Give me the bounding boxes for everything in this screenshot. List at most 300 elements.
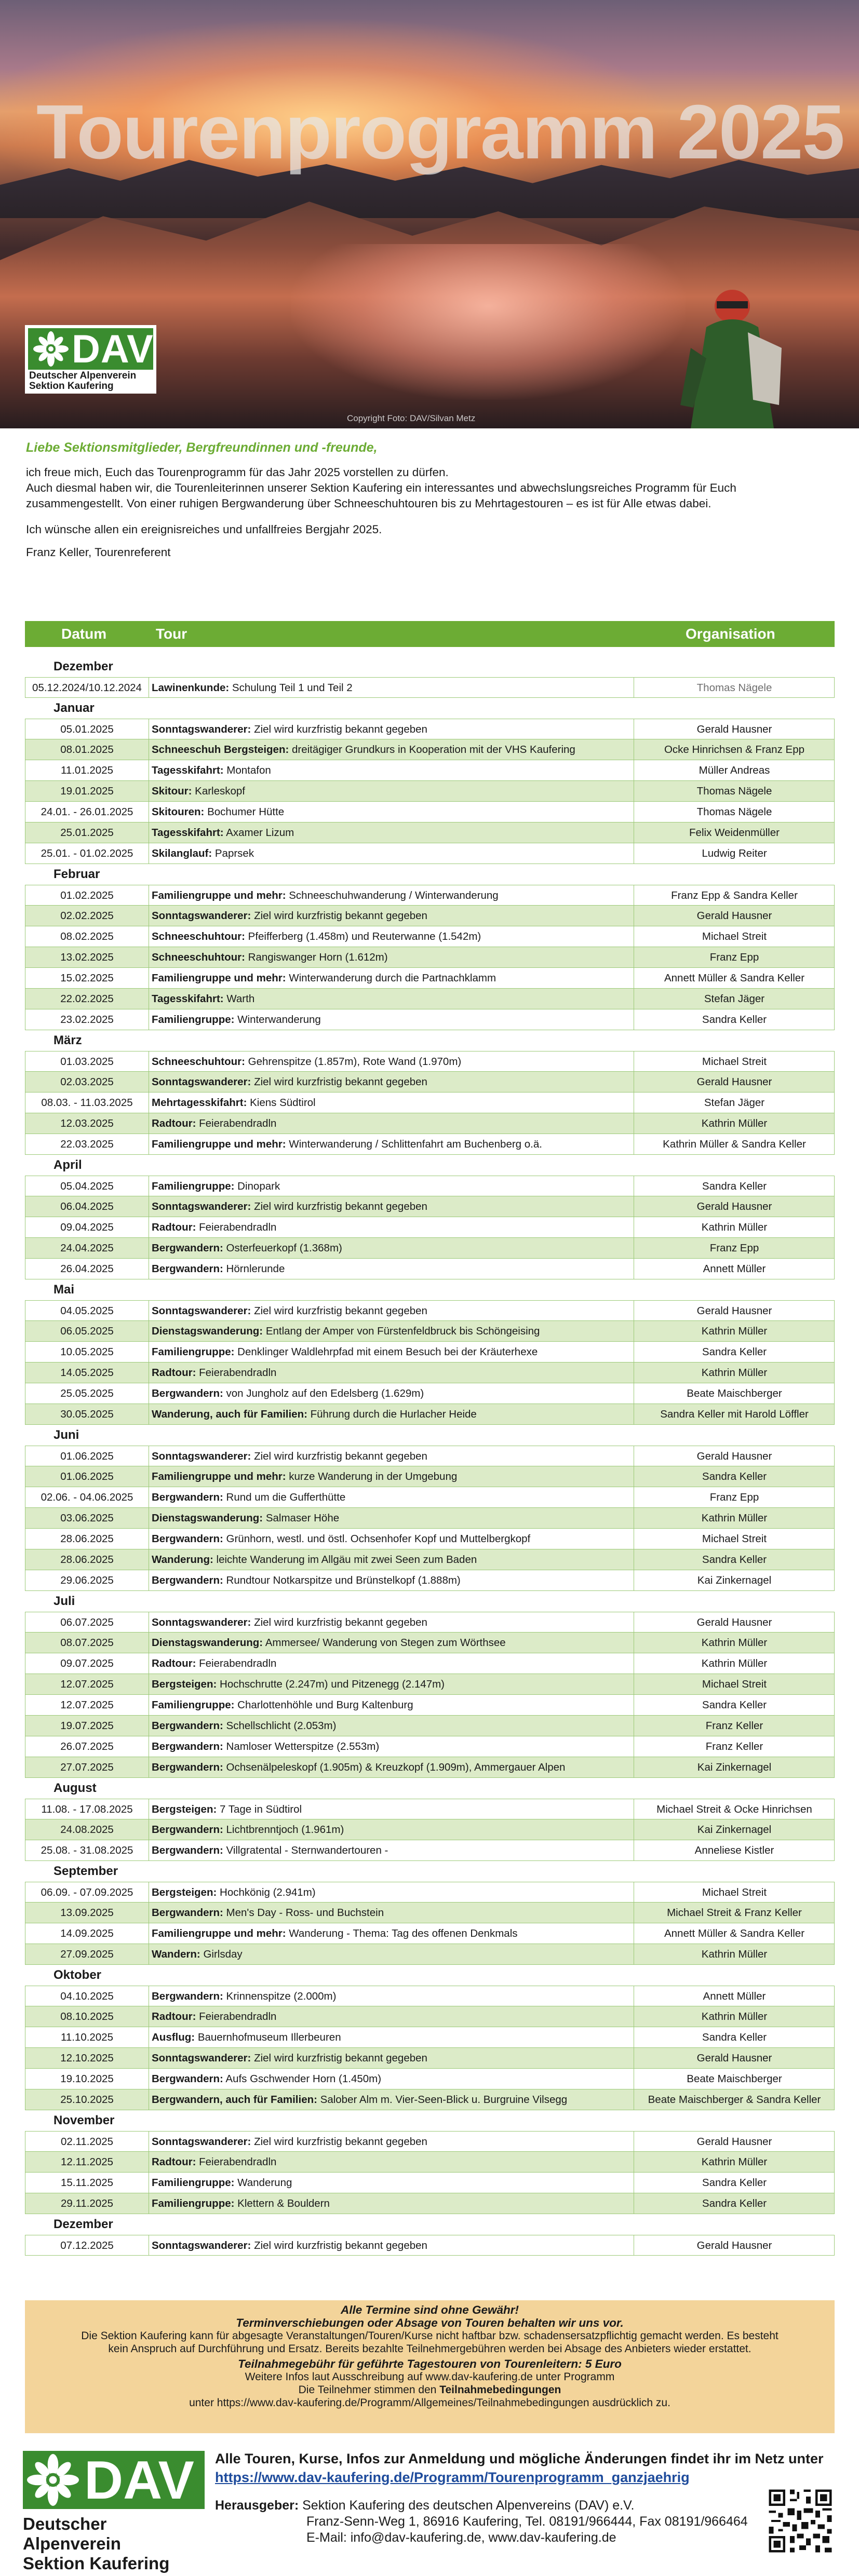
row-organisation: Gerald Hausner bbox=[634, 2235, 835, 2256]
row-organisation: Sandra Keller bbox=[634, 1466, 835, 1487]
terms-link[interactable]: Teilnahmebedingungen bbox=[439, 2384, 561, 2396]
tour-description: Winterwanderung / Schlittenfahrt am Buchenberg o.ä. bbox=[286, 1138, 542, 1150]
terms-note-text: Die Teilnehmer stimmen den bbox=[298, 2384, 440, 2396]
tour-description: Rund um die Gufferthütte bbox=[223, 1491, 346, 1503]
table-row bbox=[25, 885, 835, 906]
tour-description: von Jungholz auf den Edelsberg (1.629m) bbox=[223, 1387, 424, 1399]
row-organisation: Kathrin Müller bbox=[634, 1217, 835, 1237]
tour-category: Radtour: bbox=[152, 2011, 196, 2022]
row-tour bbox=[152, 1757, 647, 1777]
table-row bbox=[25, 2006, 835, 2027]
row-tour bbox=[152, 1134, 647, 1154]
row-date: 02.03.2025 bbox=[25, 1072, 149, 1092]
intro-signature: Franz Keller, Tourenreferent bbox=[26, 546, 171, 559]
row-organisation: Annett Müller bbox=[634, 1986, 835, 2006]
tour-description: Winterwanderung durch die Partnachklamm bbox=[286, 972, 496, 984]
publisher-contact: E-Mail: info@dav-kaufering.de, www.dav-kaufering.de bbox=[306, 2530, 616, 2545]
row-tour bbox=[152, 1259, 647, 1279]
row-tour bbox=[152, 1736, 647, 1757]
table-row bbox=[25, 1903, 835, 1923]
tour-description: Girlsday bbox=[200, 1948, 243, 1960]
tour-category: Wanderung: bbox=[152, 1554, 213, 1566]
row-tour bbox=[152, 1196, 647, 1217]
row-tour bbox=[152, 1321, 647, 1341]
row-organisation: Gerald Hausner bbox=[634, 1196, 835, 1217]
row-organisation: Annett Müller & Sandra Keller bbox=[634, 968, 835, 988]
row-tour bbox=[152, 926, 647, 947]
dav-logo-sub-line2: Sektion Kaufering bbox=[23, 2554, 170, 2573]
tour-description: Ziel wird kurzfristig bekannt gegeben bbox=[251, 2240, 427, 2251]
row-organisation: Gerald Hausner bbox=[634, 1612, 835, 1633]
tour-category: Bergwandern: bbox=[152, 1720, 223, 1732]
tour-category: Bergwandern: bbox=[152, 1533, 223, 1545]
row-date: 04.10.2025 bbox=[25, 1986, 149, 2006]
row-date: 22.03.2025 bbox=[25, 1134, 149, 1154]
row-date: 12.07.2025 bbox=[25, 1695, 149, 1715]
terms-note bbox=[25, 2383, 835, 2396]
greeting: Liebe Sektionsmitglieder, Bergfreundinnen und -freunde, bbox=[26, 440, 378, 455]
column-header-organisation: Organisation bbox=[686, 626, 775, 642]
table-row bbox=[25, 1072, 835, 1093]
row-organisation: Franz Epp bbox=[634, 947, 835, 967]
row-organisation: Michael Streit bbox=[634, 1529, 835, 1549]
row-tour bbox=[152, 739, 647, 760]
row-tour bbox=[152, 1986, 647, 2006]
row-date: 04.05.2025 bbox=[25, 1301, 149, 1321]
row-organisation: Sandra Keller bbox=[634, 2173, 835, 2193]
row-date: 08.01.2025 bbox=[25, 739, 149, 760]
tour-category: Bergwandern: bbox=[152, 1990, 223, 2002]
row-date: 01.06.2025 bbox=[25, 1446, 149, 1466]
row-date: 06.07.2025 bbox=[25, 1612, 149, 1633]
info-note: Weitere Infos laut Ausschreibung auf www.dav-kaufering.de unter Programm bbox=[245, 2371, 615, 2383]
row-tour bbox=[152, 1446, 647, 1466]
program-link[interactable]: https://www.dav-kaufering.de/Programm/Tourenprogramm_ganzjaehrig bbox=[215, 2470, 690, 2485]
table-row bbox=[25, 1923, 835, 1944]
row-organisation: Sandra Keller bbox=[634, 1695, 835, 1715]
row-tour bbox=[152, 1944, 647, 1964]
fee-note: Teilnahmegebühr für geführte Tagestouren von Tourenleitern: 5 Euro bbox=[238, 2357, 622, 2370]
tour-category: Familiengruppe: bbox=[152, 1014, 235, 1026]
tour-description: Lichtbrenntjoch (1.961m) bbox=[223, 1824, 344, 1836]
tour-category: Sonntagswanderer: bbox=[152, 910, 251, 922]
row-organisation: Kathrin Müller bbox=[634, 2006, 835, 2027]
row-organisation: Franz Epp bbox=[634, 1487, 835, 1507]
row-organisation: Stefan Jäger bbox=[634, 1093, 835, 1113]
table-row bbox=[25, 1487, 835, 1508]
table-row bbox=[25, 1736, 835, 1757]
row-date: 30.05.2025 bbox=[25, 1404, 149, 1424]
tour-category: Familiengruppe und mehr: bbox=[152, 972, 286, 984]
tour-description: Kiens Südtirol bbox=[247, 1097, 316, 1109]
row-organisation: Kathrin Müller & Sandra Keller bbox=[634, 1134, 835, 1154]
disclaimer-box bbox=[25, 2300, 835, 2433]
row-date: 25.01.2025 bbox=[25, 822, 149, 843]
hero-image bbox=[0, 0, 859, 428]
row-organisation: Kathrin Müller bbox=[634, 1113, 835, 1134]
table-row bbox=[25, 739, 835, 760]
table-row bbox=[25, 2048, 835, 2069]
edelweiss-icon bbox=[27, 2454, 79, 2506]
row-tour bbox=[152, 1882, 647, 1903]
row-tour bbox=[152, 2006, 647, 2027]
tour-description: Führung durch die Hurlacher Heide bbox=[307, 1408, 477, 1420]
row-organisation: Kathrin Müller bbox=[634, 1508, 835, 1528]
tour-category: Bergsteigen: bbox=[152, 1678, 217, 1690]
row-tour bbox=[152, 781, 647, 801]
row-organisation: Michael Streit bbox=[634, 1674, 835, 1694]
row-tour bbox=[152, 1342, 647, 1362]
row-organisation: Kathrin Müller bbox=[634, 1321, 835, 1341]
table-row bbox=[25, 1549, 835, 1570]
table-row bbox=[25, 1383, 835, 1404]
tour-description: Ziel wird kurzfristig bekannt gegeben bbox=[251, 1076, 427, 1088]
table-row bbox=[25, 1342, 835, 1363]
table-row bbox=[25, 1300, 835, 1321]
tour-description: Feierabendradln bbox=[196, 1221, 277, 1233]
table-row bbox=[25, 1259, 835, 1279]
row-tour bbox=[152, 2048, 647, 2068]
publisher-info bbox=[215, 2498, 748, 2546]
row-date: 01.06.2025 bbox=[25, 1466, 149, 1487]
row-date: 13.09.2025 bbox=[25, 1903, 149, 1923]
tour-category: Bergwandern: bbox=[152, 1387, 223, 1399]
row-organisation: Kathrin Müller bbox=[634, 1944, 835, 1964]
table-row bbox=[25, 2027, 835, 2048]
row-tour bbox=[152, 1923, 647, 1944]
row-date: 25.05.2025 bbox=[25, 1383, 149, 1404]
tour-description: Bochumer Hütte bbox=[204, 806, 285, 818]
table-row bbox=[25, 1093, 835, 1113]
row-date: 05.01.2025 bbox=[25, 719, 149, 739]
row-tour bbox=[152, 1238, 647, 1258]
row-tour bbox=[152, 2173, 647, 2193]
tour-category: Radtour: bbox=[152, 1657, 196, 1669]
tour-description: Osterfeuerkopf (1.368m) bbox=[223, 1242, 342, 1254]
row-tour bbox=[152, 1695, 647, 1715]
month-heading: November bbox=[53, 2113, 115, 2127]
month-heading: Juni bbox=[53, 1428, 79, 1442]
row-tour bbox=[152, 2027, 647, 2047]
tour-category: Bergwandern, auch für Familien: bbox=[152, 2094, 317, 2106]
table-row bbox=[25, 1446, 835, 1466]
tour-description: Denklinger Waldlehrpfad mit einem Besuch bei der Kräuterhexe bbox=[234, 1346, 538, 1358]
row-tour bbox=[152, 1549, 647, 1570]
tour-description: Klettern & Bouldern bbox=[234, 2197, 330, 2209]
tour-category: Sonntagswanderer: bbox=[152, 1201, 251, 1212]
tour-category: Radtour: bbox=[152, 2156, 196, 2168]
row-date: 26.04.2025 bbox=[25, 1259, 149, 1279]
row-tour bbox=[152, 906, 647, 926]
row-tour bbox=[152, 885, 647, 906]
row-date: 01.03.2025 bbox=[25, 1051, 149, 1072]
row-date: 14.09.2025 bbox=[25, 1923, 149, 1944]
tour-category: Sonntagswanderer: bbox=[152, 1450, 251, 1462]
tour-description: Feierabendradln bbox=[196, 1367, 277, 1379]
row-tour bbox=[152, 678, 647, 698]
dav-logo bbox=[25, 325, 156, 394]
row-date: 24.04.2025 bbox=[25, 1238, 149, 1258]
tour-description: Charlottenhöhle und Burg Kaltenburg bbox=[234, 1699, 413, 1711]
table-row bbox=[25, 947, 835, 968]
tour-category: Schneeschuhtour: bbox=[152, 1056, 245, 1068]
publisher-name: Sektion Kaufering des deutschen Alpenvereins (DAV) e.V. bbox=[299, 2498, 635, 2513]
table-row bbox=[25, 1404, 835, 1425]
table-row bbox=[25, 1529, 835, 1549]
table-row bbox=[25, 760, 835, 781]
disclaimer-text: Die Sektion Kaufering kann für abgesagte Veranstaltungen/Touren/Kurse nicht haftbar bzw. schadensersatzpflichtig gemacht werden. Es besteht bbox=[81, 2330, 779, 2342]
table-row bbox=[25, 781, 835, 802]
row-date: 05.04.2025 bbox=[25, 1176, 149, 1196]
disclaimer-subtitle: Terminverschiebungen oder Absage von Touren behalten wir uns vor. bbox=[236, 2316, 624, 2329]
row-organisation: Annett Müller & Sandra Keller bbox=[634, 1923, 835, 1944]
row-date: 08.07.2025 bbox=[25, 1633, 149, 1653]
table-row bbox=[25, 802, 835, 822]
row-tour bbox=[152, 760, 647, 780]
row-date: 28.06.2025 bbox=[25, 1529, 149, 1549]
tour-category: Sonntagswanderer: bbox=[152, 1076, 251, 1088]
tour-description: Feierabendradln bbox=[196, 2156, 277, 2168]
intro-paragraph: Auch diesmal haben wir, die Tourenleiterinnen unserer Sektion Kaufering ein interessantes und abwechslungsreiches Programm für Euch zusammengestellt. Von einer ruhigen Bergwanderung über Schneeschuhtouren bis zu Mehrtagestouren – es ist für Alle etwas dabei. bbox=[26, 481, 736, 510]
row-organisation: Anneliese Kistler bbox=[634, 1840, 835, 1860]
row-organisation: Beate Maischberger bbox=[634, 2069, 835, 2089]
tour-category: Dienstagswanderung: bbox=[152, 1512, 263, 1524]
row-tour bbox=[152, 2193, 647, 2214]
tour-category: Bergwandern: bbox=[152, 1491, 223, 1503]
row-tour bbox=[152, 1674, 647, 1694]
intro-text bbox=[26, 465, 836, 568]
row-date: 13.02.2025 bbox=[25, 947, 149, 967]
row-tour bbox=[152, 1217, 647, 1237]
row-organisation: Gerald Hausner bbox=[634, 1072, 835, 1092]
tour-description: Rundtour Notkarspitze und Brünstelkopf (1.888m) bbox=[223, 1574, 461, 1586]
table-row bbox=[25, 1819, 835, 1840]
tour-description: Salmaser Höhe bbox=[263, 1512, 340, 1524]
table-row bbox=[25, 2152, 835, 2173]
row-organisation: Beate Maischberger & Sandra Keller bbox=[634, 2089, 835, 2110]
table-row bbox=[25, 1238, 835, 1259]
row-tour bbox=[152, 1301, 647, 1321]
tour-category: Sonntagswanderer: bbox=[152, 2052, 251, 2064]
tour-category: Skilanglauf: bbox=[152, 847, 212, 859]
tour-category: Familiengruppe: bbox=[152, 1346, 235, 1358]
page-title: Tourenprogramm 2025 bbox=[36, 89, 844, 175]
row-date: 27.09.2025 bbox=[25, 1944, 149, 1964]
row-date: 25.01. - 01.02.2025 bbox=[25, 843, 149, 864]
dav-logo-subtitle bbox=[23, 2514, 205, 2573]
dav-logo-footer bbox=[23, 2450, 205, 2573]
row-organisation: Kathrin Müller bbox=[634, 1363, 835, 1383]
table-row bbox=[25, 968, 835, 989]
tour-description: Paprsek bbox=[212, 847, 254, 859]
tour-description: Feierabendradln bbox=[196, 1657, 277, 1669]
tour-category: Wandern: bbox=[152, 1948, 200, 1960]
tour-category: Bergwandern: bbox=[152, 1263, 223, 1275]
row-date: 29.11.2025 bbox=[25, 2193, 149, 2214]
row-date: 24.01. - 26.01.2025 bbox=[25, 802, 149, 822]
row-organisation: Annett Müller bbox=[634, 1259, 835, 1279]
table-row bbox=[25, 1674, 835, 1695]
row-tour bbox=[152, 1840, 647, 1860]
tour-description: Hochkönig (2.941m) bbox=[217, 1886, 316, 1898]
table-row bbox=[25, 1363, 835, 1383]
row-organisation: Gerald Hausner bbox=[634, 2048, 835, 2068]
table-row bbox=[25, 1134, 835, 1155]
row-organisation: Kai Zinkernagel bbox=[634, 1757, 835, 1777]
row-organisation: Sandra Keller bbox=[634, 1549, 835, 1570]
row-organisation: Gerald Hausner bbox=[634, 719, 835, 739]
row-organisation: Ludwig Reiter bbox=[634, 843, 835, 864]
month-heading: Dezember bbox=[53, 659, 113, 673]
table-row bbox=[25, 1716, 835, 1736]
tour-description: Pfeifferberg (1.458m) und Reuterwanne (1.542m) bbox=[245, 930, 481, 942]
table-row bbox=[25, 2131, 835, 2152]
row-tour bbox=[152, 2069, 647, 2089]
tour-description: Gehrenspitze (1.857m), Rote Wand (1.970m) bbox=[245, 1056, 462, 1068]
row-organisation: Sandra Keller mit Harold Löffler bbox=[634, 1404, 835, 1424]
tour-category: Wanderung, auch für Familien: bbox=[152, 1408, 307, 1420]
row-organisation: Kathrin Müller bbox=[634, 2152, 835, 2172]
intro-paragraph: Ich wünsche allen ein ereignisreiches und unfallfreies Bergjahr 2025. bbox=[26, 523, 382, 536]
row-organisation: Gerald Hausner bbox=[634, 1301, 835, 1321]
row-organisation: Michael Streit & Franz Keller bbox=[634, 1903, 835, 1923]
table-row bbox=[25, 906, 835, 926]
row-date: 06.04.2025 bbox=[25, 1196, 149, 1217]
tour-description: Krinnenspitze (2.000m) bbox=[223, 1990, 337, 2002]
table-row bbox=[25, 2193, 835, 2214]
tour-description: Wanderung bbox=[234, 2177, 292, 2189]
row-tour bbox=[152, 1176, 647, 1196]
row-organisation: Michael Streit bbox=[634, 1882, 835, 1903]
row-organisation: Ocke Hinrichsen & Franz Epp bbox=[634, 739, 835, 760]
month-heading: Mai bbox=[53, 1283, 75, 1297]
tour-description: Ziel wird kurzfristig bekannt gegeben bbox=[251, 1616, 427, 1628]
tour-description: Warth bbox=[223, 993, 255, 1005]
table-row bbox=[25, 1570, 835, 1591]
tour-category: Bergwandern: bbox=[152, 1761, 223, 1773]
month-heading: Februar bbox=[53, 867, 100, 881]
tour-description: Ammersee/ Wanderung von Stegen zum Wörthsee bbox=[263, 1637, 506, 1649]
tour-category: Ausflug: bbox=[152, 2031, 195, 2043]
row-date: 26.07.2025 bbox=[25, 1736, 149, 1757]
dav-logo-sub-line1: Deutscher Alpenverein bbox=[23, 2514, 121, 2553]
tour-category: Schneeschuhtour: bbox=[152, 930, 245, 942]
tour-category: Sonntagswanderer: bbox=[152, 1616, 251, 1628]
row-tour bbox=[152, 1819, 647, 1840]
climber-figure bbox=[670, 270, 795, 428]
tour-description: Feierabendradln bbox=[196, 1117, 277, 1129]
tour-category: Sonntagswanderer: bbox=[152, 2240, 251, 2251]
publisher-address: Franz-Senn-Weg 1, 86916 Kaufering, Tel. 08191/966444, Fax 08191/966464 bbox=[306, 2514, 748, 2529]
tour-description: Ziel wird kurzfristig bekannt gegeben bbox=[251, 1201, 427, 1212]
table-row bbox=[25, 822, 835, 843]
disclaimer-title: Alle Termine sind ohne Gewähr! bbox=[341, 2303, 519, 2316]
tour-description: Rangiswanger Horn (1.612m) bbox=[245, 951, 388, 963]
tour-category: Familiengruppe: bbox=[152, 1699, 235, 1711]
table-row bbox=[25, 1009, 835, 1030]
row-date: 14.05.2025 bbox=[25, 1363, 149, 1383]
tour-description: 7 Tage in Südtirol bbox=[217, 1803, 302, 1815]
row-tour bbox=[152, 989, 647, 1009]
glacier-glow bbox=[291, 244, 686, 400]
row-date: 09.04.2025 bbox=[25, 1217, 149, 1237]
photo-credit: Copyright Foto: DAV/Silvan Metz bbox=[347, 413, 476, 423]
tour-category: Familiengruppe und mehr: bbox=[152, 1138, 286, 1150]
row-date: 29.06.2025 bbox=[25, 1570, 149, 1590]
tour-description: Schneeschuhwanderung / Winterwanderung bbox=[286, 889, 499, 901]
row-organisation: Sandra Keller bbox=[634, 1009, 835, 1030]
row-tour bbox=[152, 1487, 647, 1507]
table-row bbox=[25, 1653, 835, 1674]
table-row bbox=[25, 1799, 835, 1819]
tour-description: Feierabendradln bbox=[196, 2011, 277, 2022]
tour-description: Hochschrutte (2.247m) und Pitzenegg (2.147m) bbox=[217, 1678, 445, 1690]
tour-description: Bauernhofmuseum Illerbeuren bbox=[195, 2031, 341, 2043]
row-tour bbox=[152, 1093, 647, 1113]
row-tour bbox=[152, 1716, 647, 1736]
row-tour bbox=[152, 1653, 647, 1674]
dav-logo-mark bbox=[23, 2451, 205, 2509]
tour-description: Ziel wird kurzfristig bekannt gegeben bbox=[251, 723, 427, 735]
table-row bbox=[25, 1176, 835, 1196]
table-row bbox=[25, 1466, 835, 1487]
row-tour bbox=[152, 1072, 647, 1092]
tour-category: Familiengruppe und mehr: bbox=[152, 1471, 286, 1482]
table-row bbox=[25, 989, 835, 1009]
tour-category: Tagesskifahrt: bbox=[152, 827, 224, 839]
row-tour bbox=[152, 1113, 647, 1134]
tour-description: Aufs Gschwender Horn (1.450m) bbox=[223, 2073, 382, 2085]
tour-description: Winterwanderung bbox=[234, 1014, 321, 1026]
row-tour bbox=[152, 1363, 647, 1383]
row-date: 15.02.2025 bbox=[25, 968, 149, 988]
qr-code-icon[interactable] bbox=[767, 2487, 834, 2555]
table-row bbox=[25, 1633, 835, 1653]
dav-logo-mark bbox=[28, 328, 153, 370]
row-tour bbox=[152, 2235, 647, 2256]
tour-description: Ochsenälpeleskopf (1.905m) & Kreuzkopf (1.909m), Ammergauer Alpen bbox=[223, 1761, 566, 1773]
tour-description: Ziel wird kurzfristig bekannt gegeben bbox=[251, 2052, 427, 2064]
dav-logo-sub-line1: Deutscher Alpenverein bbox=[29, 370, 137, 381]
row-organisation: Thomas Nägele bbox=[634, 781, 835, 801]
tour-category: Schneeschuhtour: bbox=[152, 951, 245, 963]
row-tour bbox=[152, 1404, 647, 1424]
row-date: 02.06. - 04.06.2025 bbox=[25, 1487, 149, 1507]
row-organisation: Kathrin Müller bbox=[634, 1653, 835, 1674]
row-date: 25.08. - 31.08.2025 bbox=[25, 1840, 149, 1860]
table-row bbox=[25, 1196, 835, 1217]
tour-category: Schneeschuh Bergsteigen: bbox=[152, 744, 289, 756]
row-date: 11.01.2025 bbox=[25, 760, 149, 780]
row-organisation: Sandra Keller bbox=[634, 2193, 835, 2214]
row-organisation: Beate Maischberger bbox=[634, 1383, 835, 1404]
publisher-label: Herausgeber: bbox=[215, 2498, 299, 2513]
tour-category: Bergwandern: bbox=[152, 1242, 223, 1254]
row-tour bbox=[152, 968, 647, 988]
table-row bbox=[25, 2235, 835, 2256]
tour-description: Villgratental - Sternwandertouren - bbox=[223, 1844, 388, 1856]
row-date: 12.11.2025 bbox=[25, 2152, 149, 2172]
table-row bbox=[25, 1840, 835, 1861]
tour-category: Dienstagswanderung: bbox=[152, 1325, 263, 1337]
table-row bbox=[25, 719, 835, 739]
tour-description: Ziel wird kurzfristig bekannt gegeben bbox=[251, 2136, 427, 2148]
row-date: 28.06.2025 bbox=[25, 1549, 149, 1570]
tour-description: Ziel wird kurzfristig bekannt gegeben bbox=[251, 1450, 427, 1462]
row-tour bbox=[152, 1383, 647, 1404]
month-heading: Juli bbox=[53, 1594, 75, 1608]
row-date: 22.02.2025 bbox=[25, 989, 149, 1009]
